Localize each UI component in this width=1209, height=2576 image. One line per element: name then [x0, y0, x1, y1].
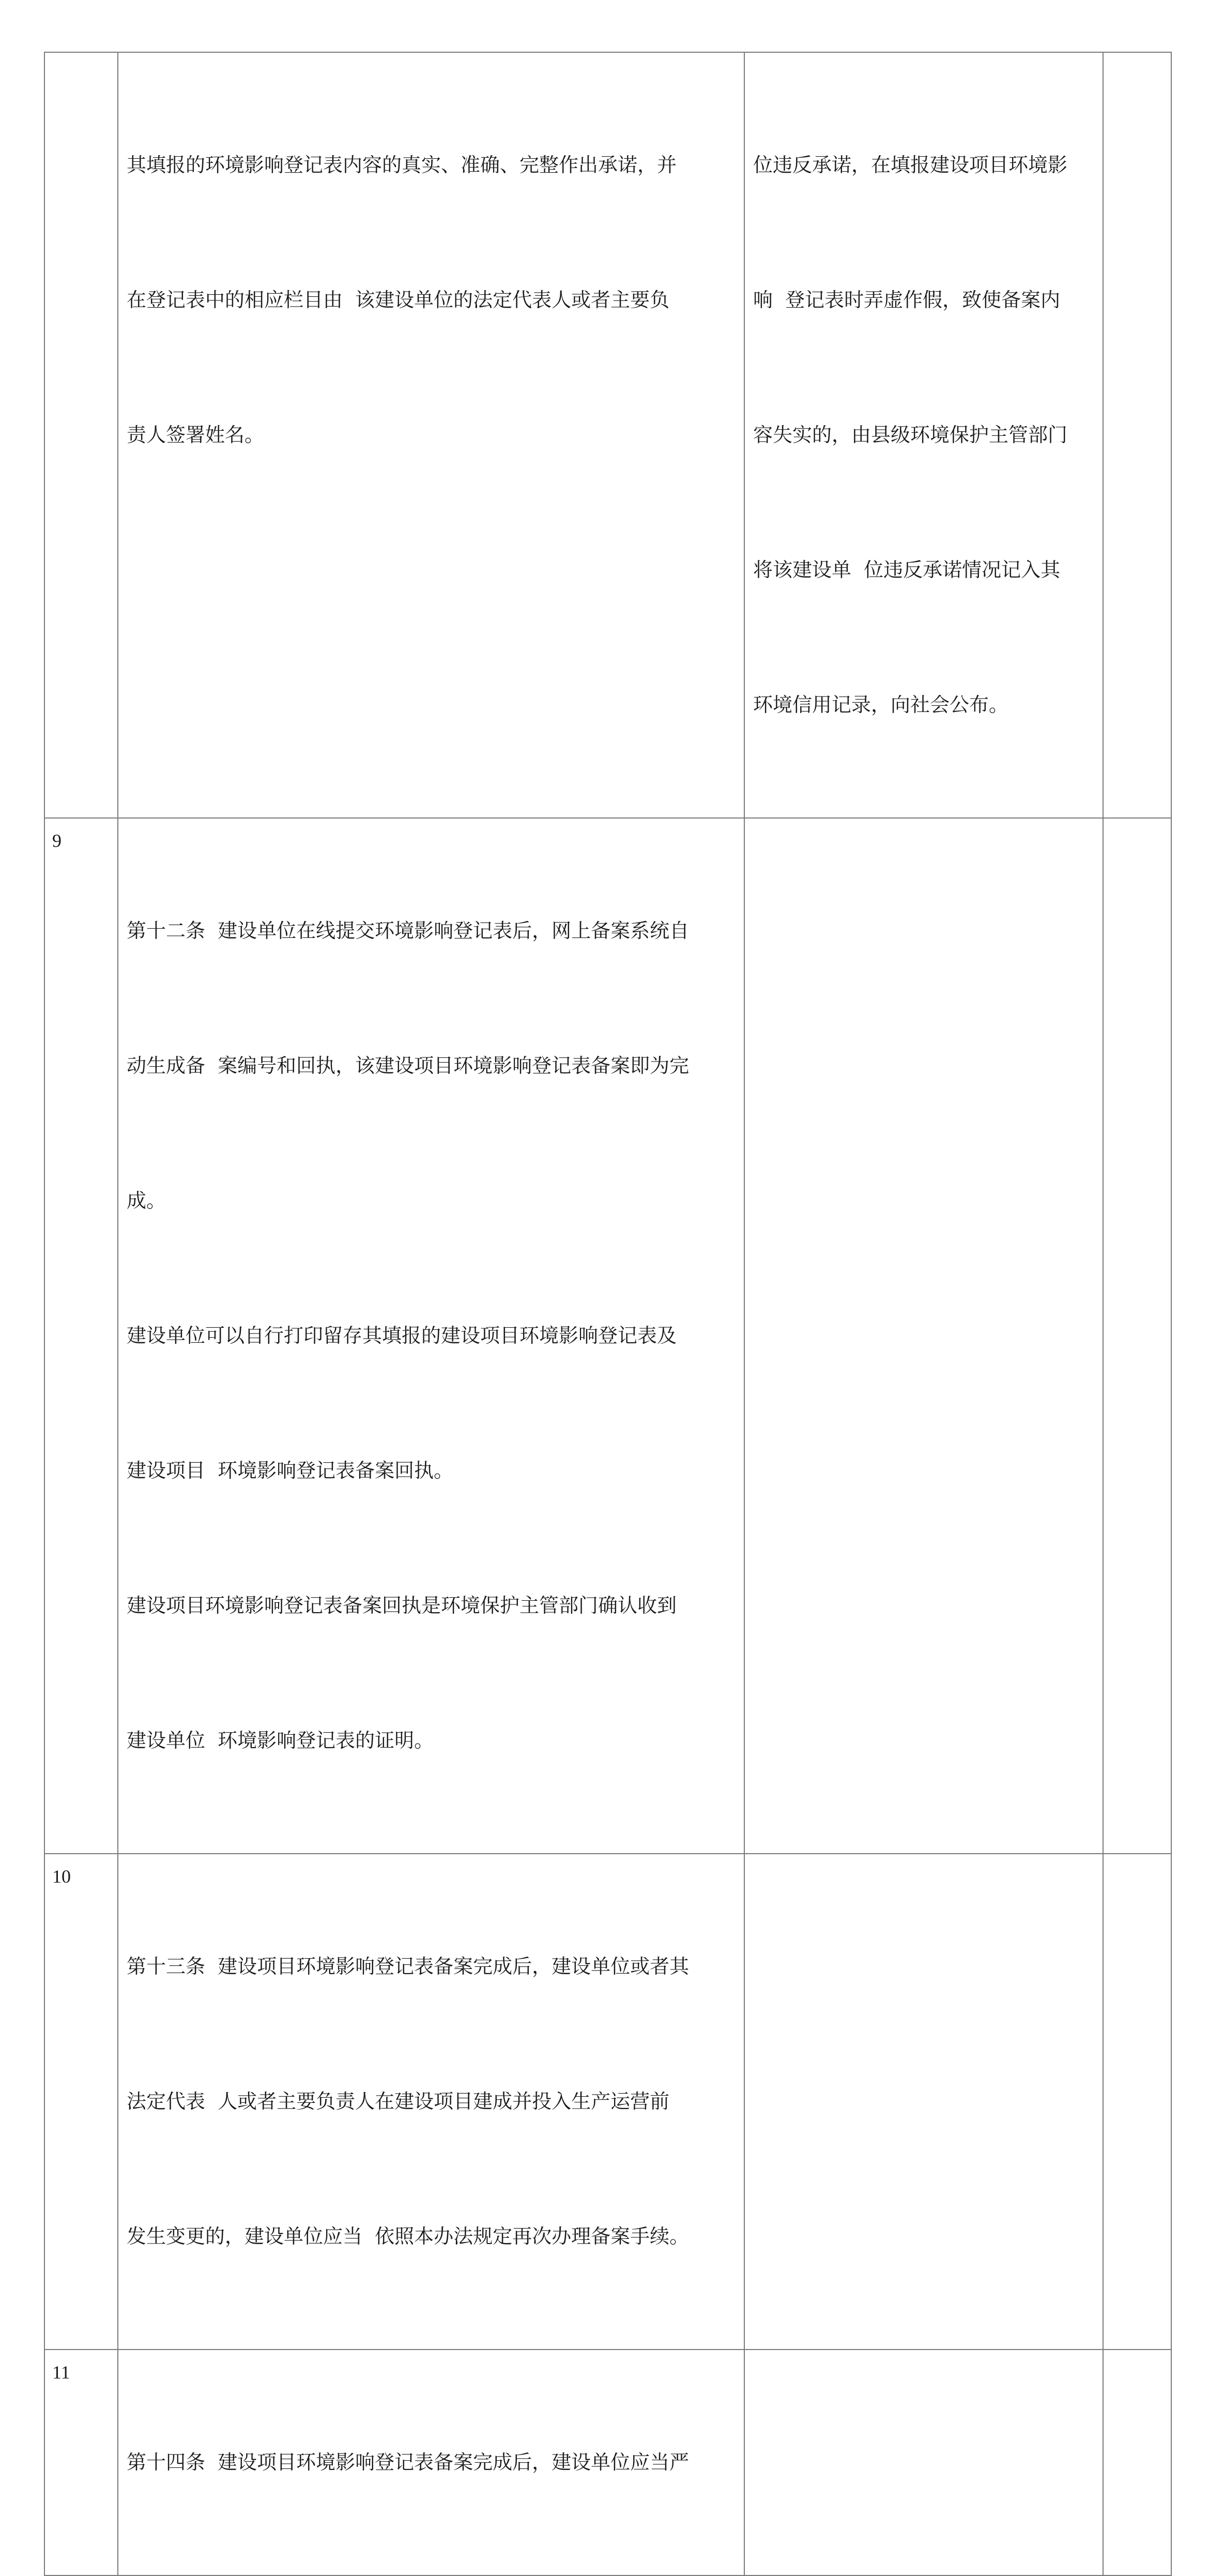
content-line: 建设项目环境影响登记表备案回执是环境保护主管部门确认收到 [127, 1594, 677, 1617]
note-cell [744, 52, 1103, 818]
row-number-cell [44, 52, 118, 818]
content-text [118, 53, 744, 548]
content-line: 第十二条 建设单位在线提交环境影响登记表后，网上备案系统自 [127, 919, 690, 942]
content-cell [118, 1854, 744, 2350]
extra-cell [1103, 52, 1171, 818]
note-cell [744, 818, 1103, 1854]
row-number-cell [44, 2350, 118, 2575]
row-number: 10 [52, 1866, 71, 1887]
content-line: 在登记表中的相应栏目由 该建设单位的法定代表人或者主要负 [127, 289, 670, 311]
note-line: 将该建设单 位违反承诺情况记入其 [753, 558, 1061, 581]
content-line: 法定代表 人或者主要负责人在建设项目建成并投入生产运营前 [127, 2090, 670, 2113]
extra-cell [1103, 1854, 1171, 2350]
content-line: 建设项目 环境影响登记表备案回执。 [127, 1459, 454, 1482]
extra-cell [1103, 818, 1171, 1854]
table-row [44, 818, 1171, 1854]
regulation-table [44, 52, 1172, 2576]
content-line: 发生变更的，建设单位应当 依照本办法规定再次办理备案手续。 [127, 2225, 690, 2248]
content-line: 第十三条 建设项目环境影响登记表备案完成后，建设单位或者其 [127, 1955, 690, 1978]
note-line: 环境信用记录，向社会公布。 [753, 693, 1009, 716]
note-line: 响 登记表时弄虚作假，致使备案内 [753, 289, 1061, 311]
content-line: 成。 [127, 1189, 166, 1212]
table-row [44, 1854, 1171, 2350]
note-cell [744, 2350, 1103, 2575]
row-number-cell [44, 818, 118, 1854]
content-text [118, 2350, 744, 2575]
extra-cell [1103, 2350, 1171, 2575]
content-line: 建设单位 环境影响登记表的证明。 [127, 1729, 434, 1752]
row-number: 11 [52, 2362, 70, 2383]
note-text [745, 53, 1103, 817]
content-line: 第十四条 建设项目环境影响登记表备案完成后，建设单位应当严 [127, 2451, 690, 2474]
row-number: 9 [52, 830, 62, 851]
content-line: 建设单位可以自行打印留存其填报的建设项目环境影响登记表及 [127, 1324, 677, 1347]
content-cell [118, 818, 744, 1854]
content-text [118, 819, 744, 1853]
content-cell [118, 2350, 744, 2575]
note-cell [744, 1854, 1103, 2350]
table-row [44, 2350, 1171, 2575]
content-cell [118, 52, 744, 818]
content-line: 其填报的环境影响登记表内容的真实、准确、完整作出承诺，并 [127, 154, 677, 176]
content-line: 动生成备 案编号和回执，该建设项目环境影响登记表备案即为完 [127, 1054, 690, 1077]
table-row [44, 52, 1171, 818]
note-line: 容失实的，由县级环境保护主管部门 [753, 423, 1068, 446]
note-line: 位违反承诺，在填报建设项目环境影 [753, 154, 1068, 176]
content-text [118, 1854, 744, 2349]
content-line: 责人签署姓名。 [127, 423, 265, 446]
row-number-cell [44, 1854, 118, 2350]
